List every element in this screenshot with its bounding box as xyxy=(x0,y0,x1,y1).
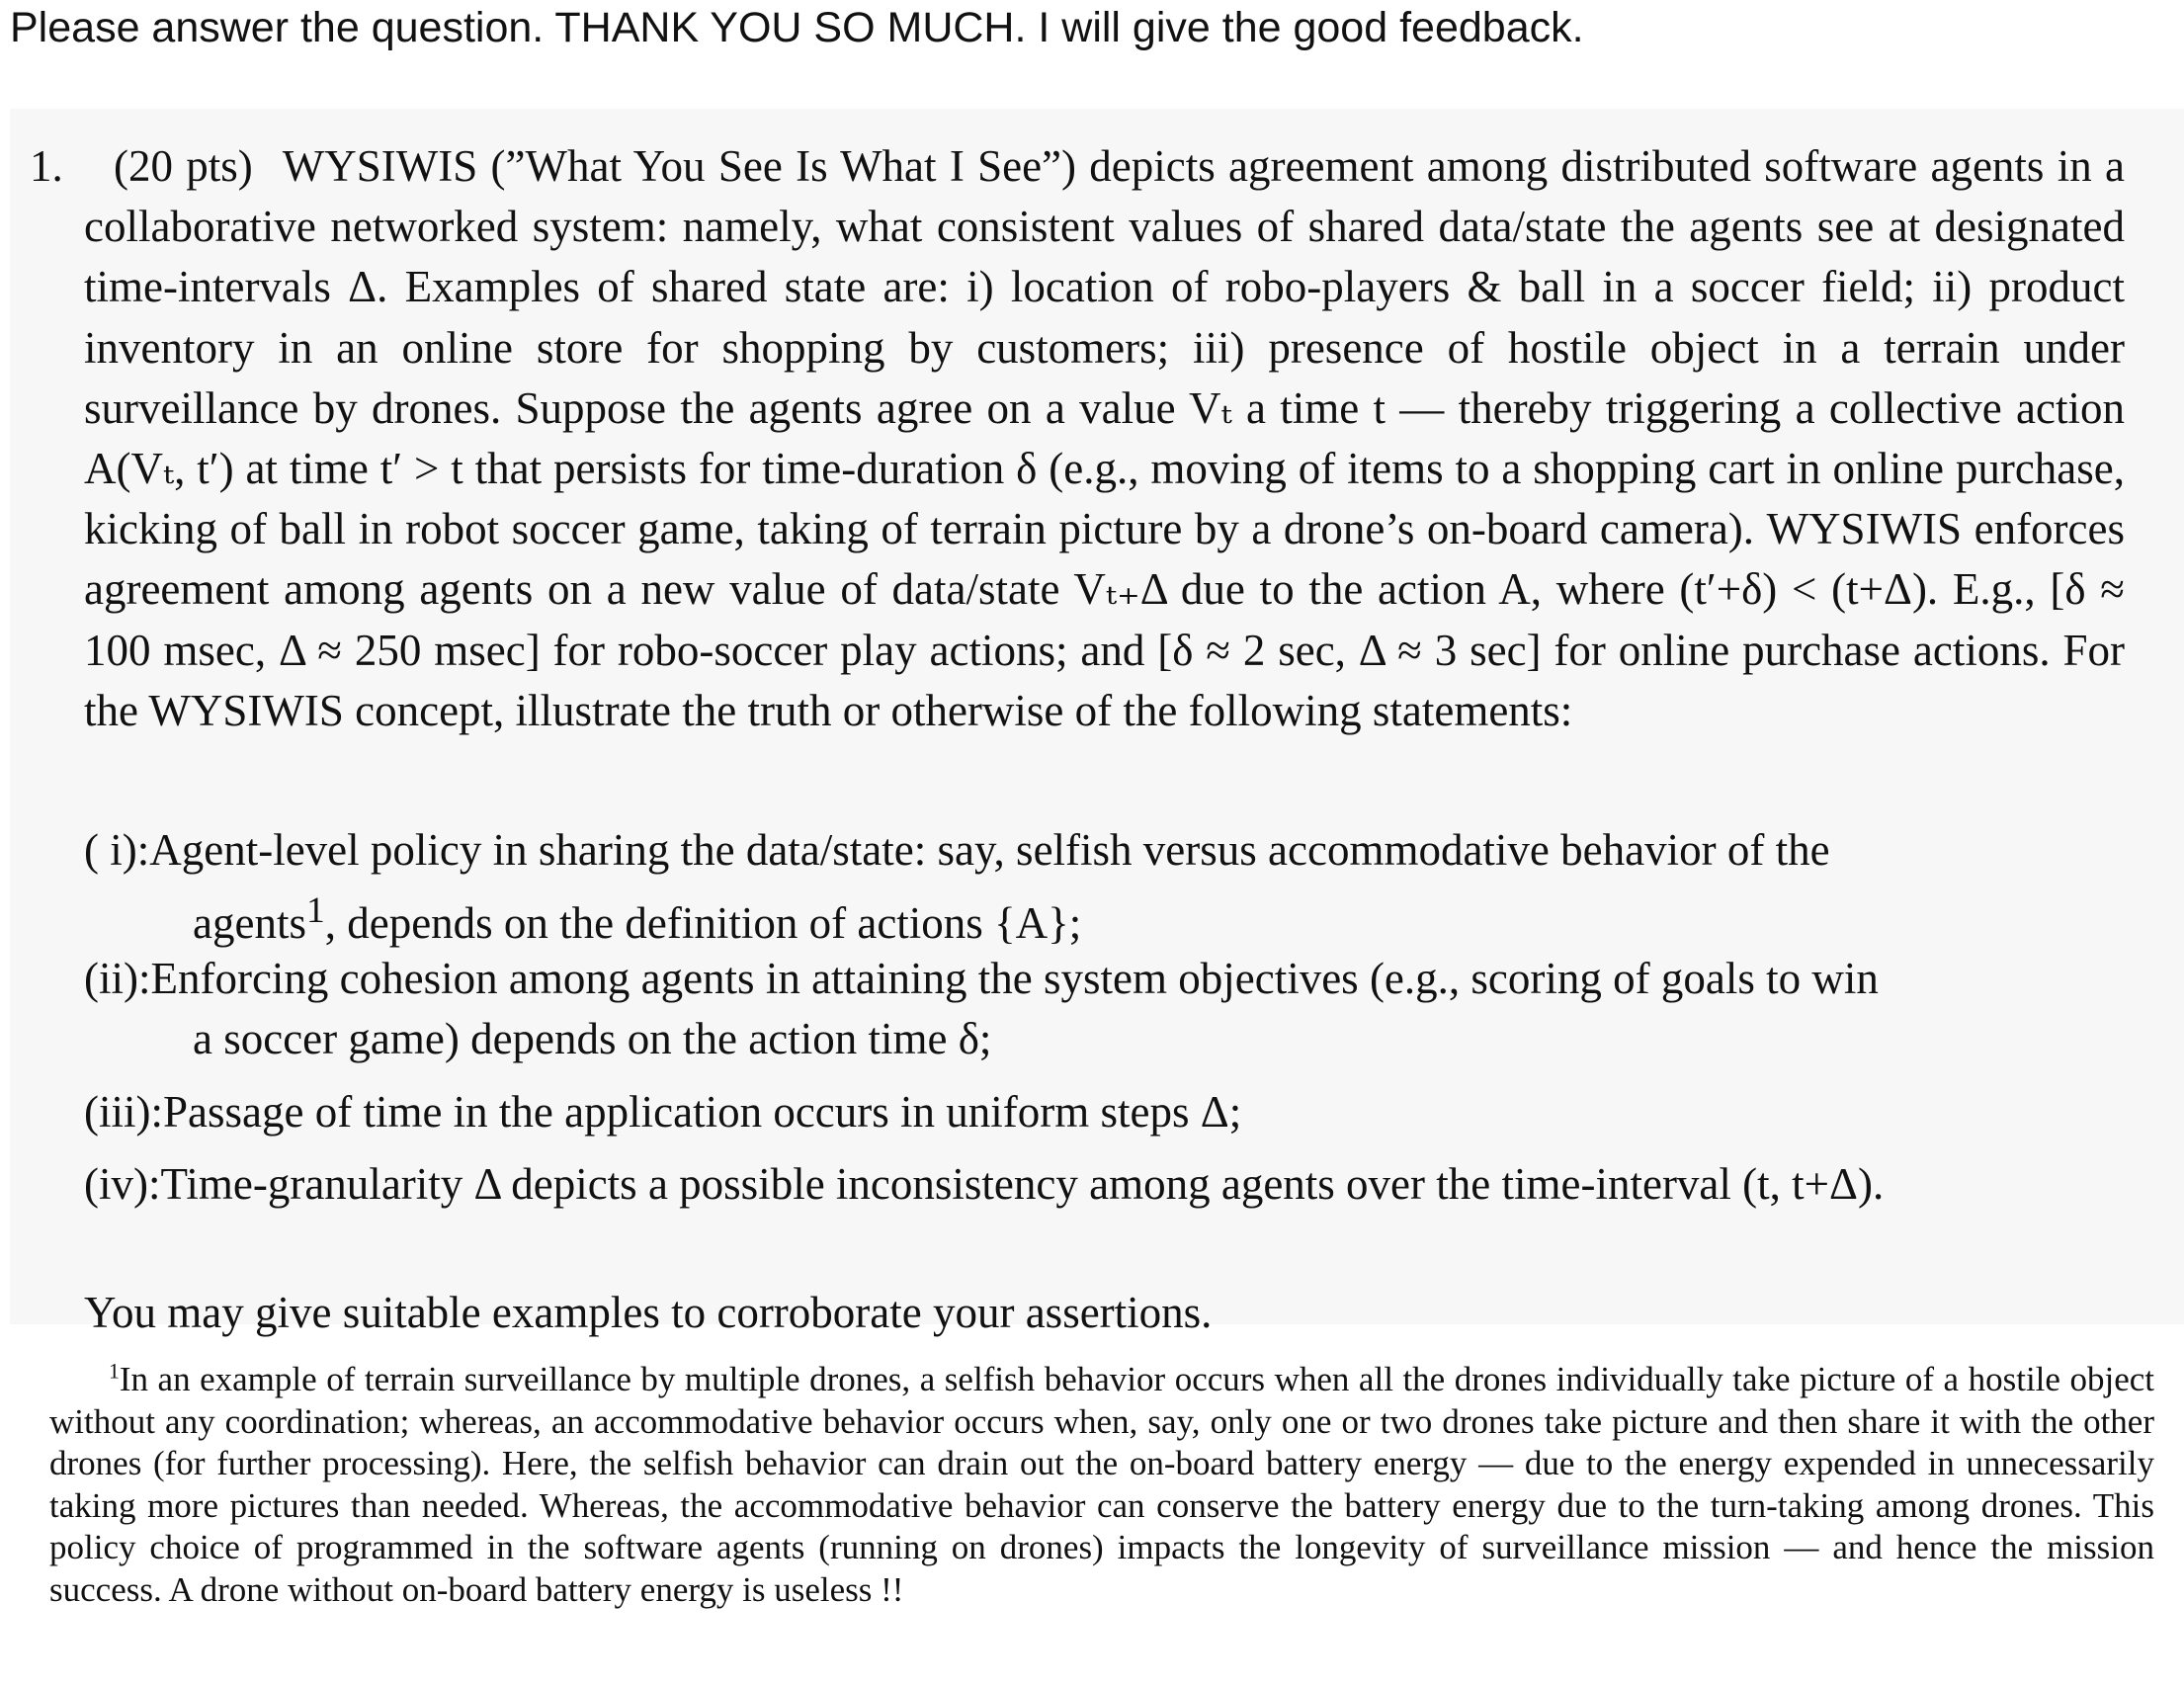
statement-label: ( i): xyxy=(84,825,150,875)
statement-text: Time-granularity Δ depicts a possible inconsistency among agents over the time-interval (t, t+Δ). xyxy=(160,1159,1885,1209)
problem-panel xyxy=(10,109,2184,1337)
problem-stem-text: WYSIWIS (”What You See Is What I See”) depicts agreement among distributed software agents in a collaborative networked system: namely, what consistent values of shared data/state the agents see at designated time-intervals Δ. Examples of shared state are: i) location of robo-players & ball in a soccer field; ii) product inventory in an online store for shopping by customers; iii) presence of hostile object in a terrain under surveillance by drones. Suppose the agents agree on a value Vₜ a time t — thereby triggering a collective action A(Vₜ, t′) at time t′ > t that persists for time-duration δ (e.g., moving of items to a shopping cart in online purchase, kicking of ball in robot soccer game, taking of terrain picture by a drone’s on-board camera). WYSIWIS enforces agreement among agents on a new value of data/state Vₜ₊Δ due to the action A, where (t′+δ) < (t+Δ). E.g., [δ ≈ 100 msec, Δ ≈ 250 msec] for robo-soccer play actions; and [δ ≈ 2 sec, Δ ≈ 3 sec] for online purchase actions. For the WYSIWIS concept, illustrate the truth or otherwise of the following statements: xyxy=(84,141,2125,735)
statement-text-cont: a soccer game) depends on the action time δ; xyxy=(193,1014,992,1063)
footnote-text: In an example of terrain surveillance by multiple drones, a selfish behavior occurs when all the drones individually take picture of a hostile object without any coordination; whereas, an accommodative behavior occurs when, say, only one or two drones take picture and then share it with the other drones (for further processing). Here, the selfish behavior can drain out the on-board battery energy — due to the energy expended in unnecessarily taking more pictures than needed. Whereas, the accommodative behavior can conserve the battery energy due to the turn-taking among drones. This policy choice of programmed in the software agents (running on drones) impacts the longevity of surveillance mission — and hence the mission success. A drone without on-board battery energy is useless !! xyxy=(49,1360,2154,1609)
statement-label: (iii): xyxy=(84,1087,163,1137)
statement-i xyxy=(84,820,2130,954)
problem-number: 1. xyxy=(30,141,63,191)
statement-label: (iv): xyxy=(84,1159,161,1209)
footnote-marker: 1 xyxy=(109,1359,120,1384)
statement-ii xyxy=(84,949,2130,1069)
statement-iv xyxy=(84,1154,2130,1215)
problem-stem xyxy=(84,136,2125,741)
statement-text: Passage of time in the application occurs in uniform steps Δ; xyxy=(162,1087,1242,1137)
footnote-ref: 1 xyxy=(305,890,325,931)
problem-points: (20 pts) xyxy=(114,141,253,191)
statement-label: (ii): xyxy=(84,954,151,1003)
statement-text: Agent-level policy in sharing the data/state: say, selfish versus accommodative behavior of the xyxy=(149,825,1830,875)
statement-text: Enforcing cohesion among agents in attaining the system objectives (e.g., scoring of goals to win xyxy=(150,954,1879,1003)
statement-text-cont: agents xyxy=(193,898,306,948)
closing-instruction: You may give suitable examples to corroborate your assertions. xyxy=(84,1288,1213,1337)
statement-iii xyxy=(84,1082,2130,1142)
footnote xyxy=(49,1359,2154,1611)
problem-1 xyxy=(10,136,2125,741)
request-text: Please answer the question. THANK YOU SO MUCH. I will give the good feedback. xyxy=(10,4,1584,51)
statement-text-end: , depends on the definition of actions {A}; xyxy=(324,898,1082,948)
